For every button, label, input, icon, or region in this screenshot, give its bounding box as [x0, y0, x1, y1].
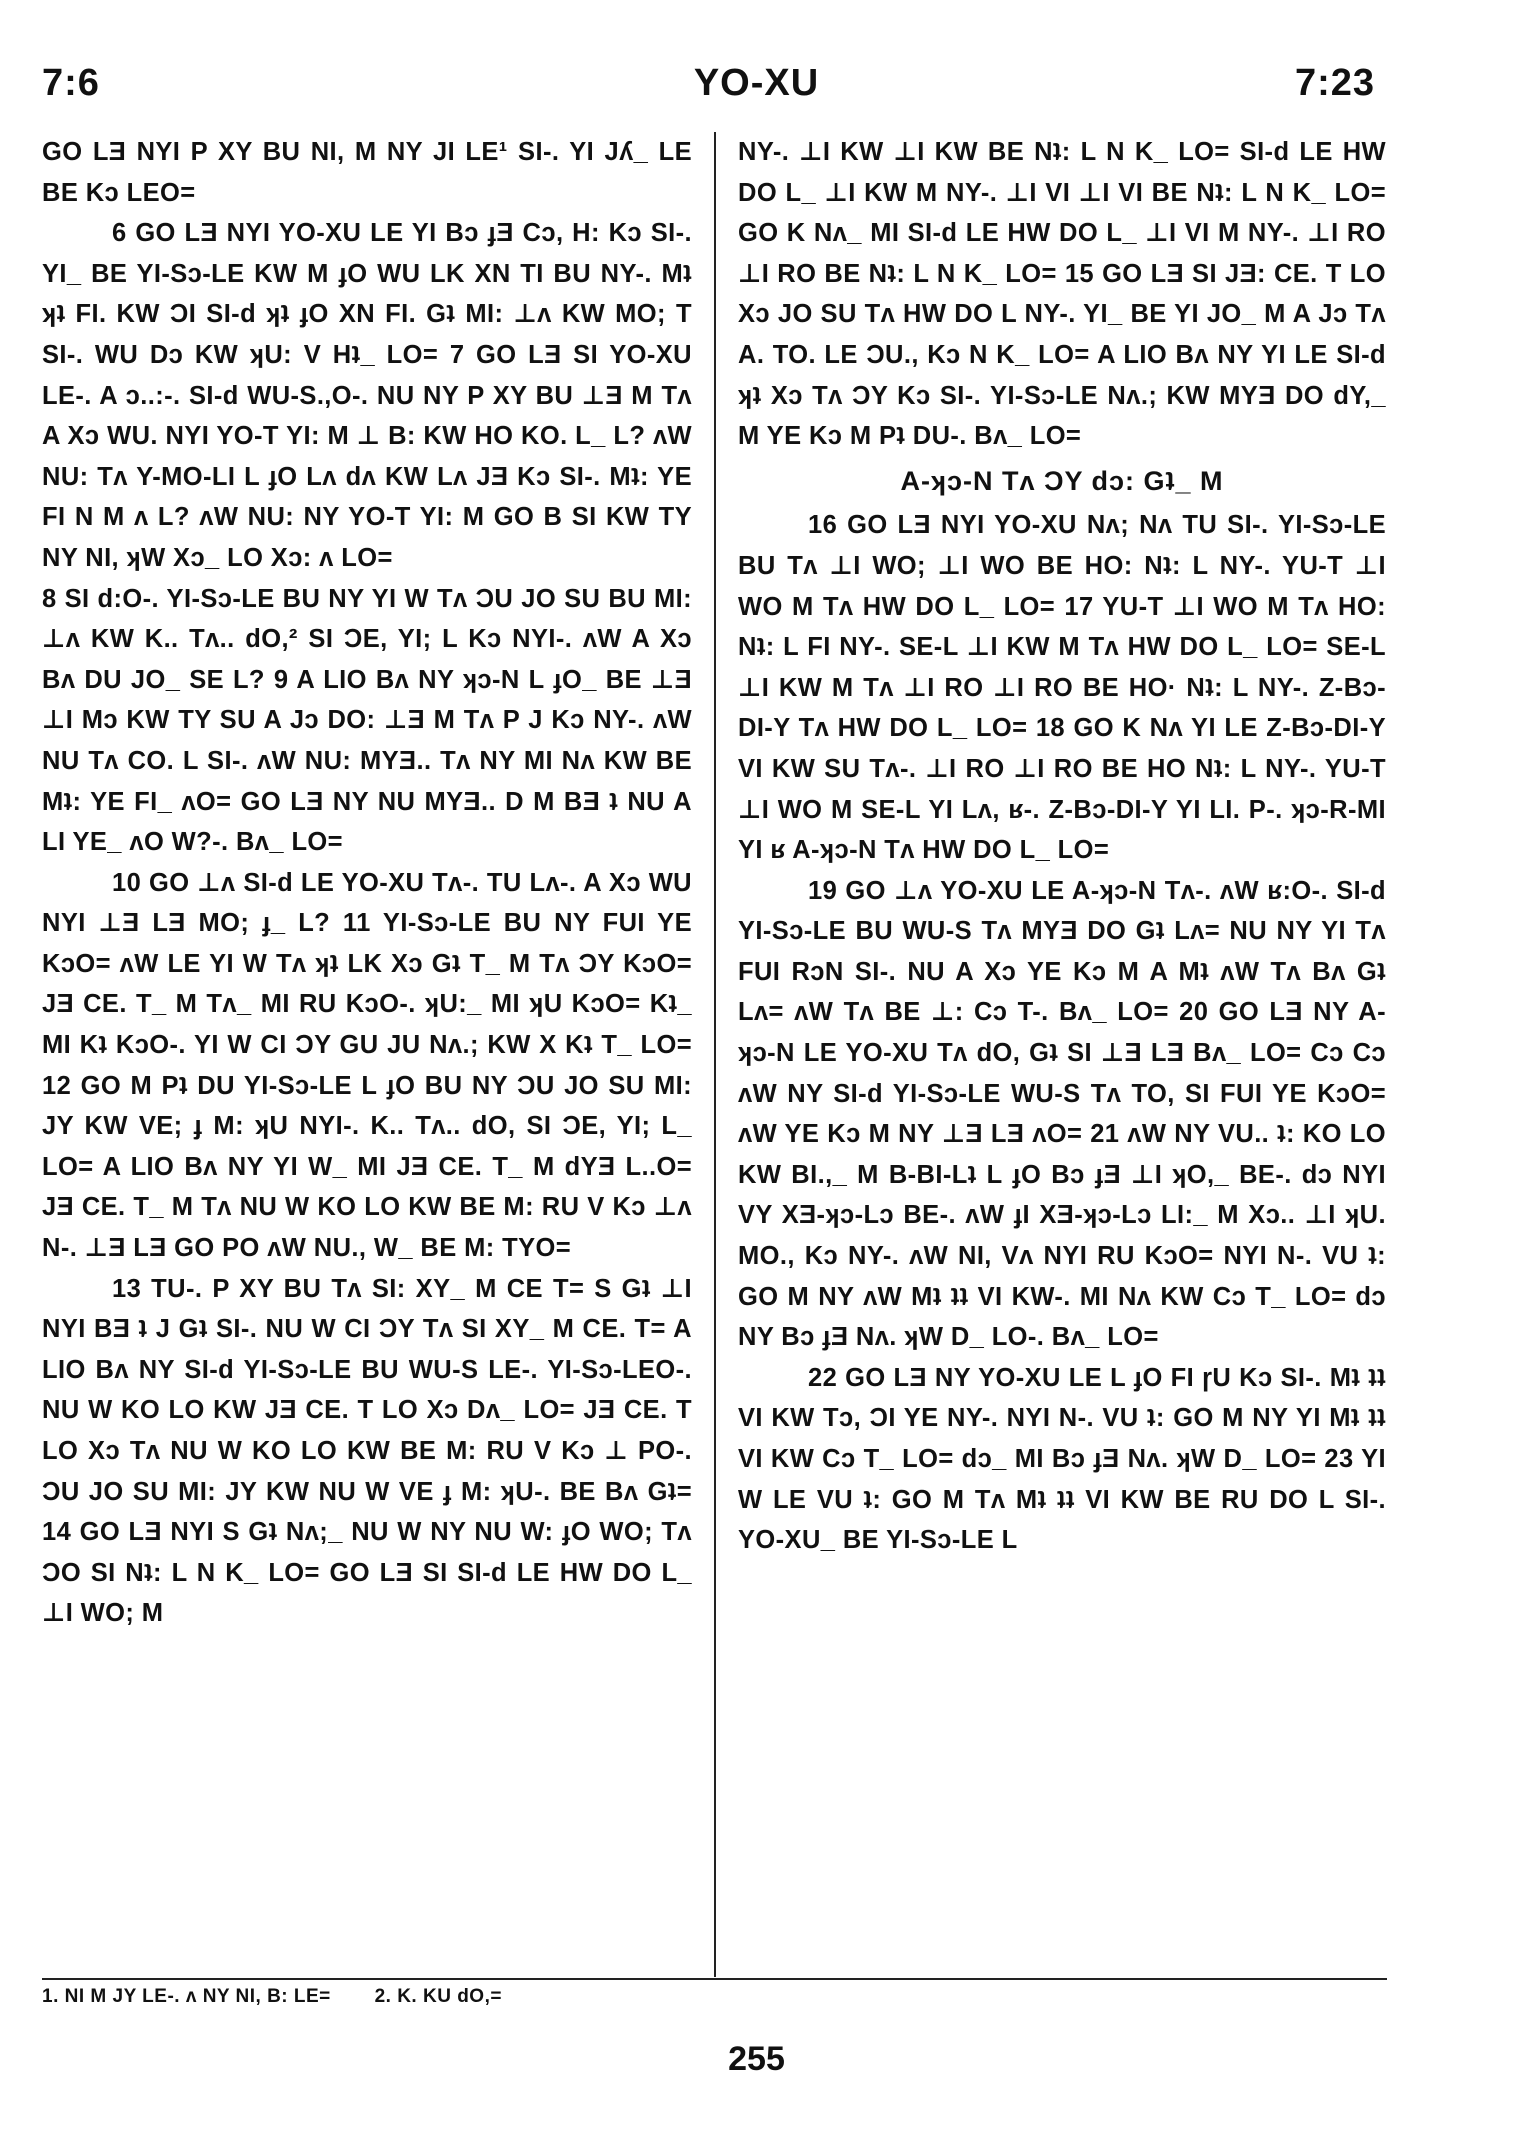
paragraph: 6 GO LƎ NYI YO-XU LE YI Bɔ ɟƎ Cɔ, H: Kɔ SI-. YI_ BE YI-Sɔ-LE KW M ɟO WU LK XN TI BU NY-. Mʇ ʞʇ FI. KW ƆI SI-d ʞʇ ɟO XN FI. Gʇ MI: ⊥ʌ KW MO; T SI-. WU Dɔ KW ʞU: V Hʇ_ LO= 7 GO LƎ SI YO-XU LE-. A ɔ..:-. SI-d WU-S.,O-. NU NY P XY BU ⊥Ǝ M Tʌ A Xɔ WU. NYI YO-T YI: M ⊥ B: KW HO KO. L_ L? ʌW NU: Tʌ Y-MO-LI L ɟO Lʌ dʌ KW Lʌ JƎ Kɔ SI-. Mʇ: YE FI N M ʌ L? ʌW NU: NY YO-T YI: M GO B SI KW TY NY NI, ʞW Xɔ_ LO Xɔ: ʌ LO=: [42, 219, 692, 572]
footnote-2: 2. K. KU dO,=: [374, 1986, 502, 2007]
right-text-column: [738, 132, 1386, 1561]
chapter-verse-end: 7:23: [1294, 62, 1375, 104]
column-divider: [714, 132, 716, 1977]
chapter-verse-start: 7:6: [42, 62, 100, 104]
page-number: 255: [728, 2040, 785, 2078]
paragraph: GO LƎ NYI P XY BU NI, M NY JI LE¹ SI-. YI Jʎ_ LE BE Kɔ LEO=: [42, 138, 692, 207]
footnote-1: 1. NI M JY LE-. ʌ NY NI, B: LE=: [42, 1986, 331, 2007]
paragraph: 16 GO LƎ NYI YO-XU Nʌ; Nʌ TU SI-. YI-Sɔ-LE BU Tʌ ⊥I WO; ⊥I WO BE HO: Nʇ: L NY-. YU-T ⊥I WO M Tʌ HW DO L_ LO= 17 YU-T ⊥I WO M Tʌ HO: Nʇ: L FI NY-. SE-L ⊥I KW M Tʌ HW DO L_ LO= SE-L ⊥I KW M Tʌ ⊥I RO ⊥I RO BE HO· Nʇ: L NY-. Z-Bɔ-DI-Y Tʌ HW DO L_ LO= 18 GO K Nʌ YI LE Z-Bɔ-DI-Y VI KW SU Tʌ-. ⊥I RO ⊥I RO BE HO Nʇ: L NY-. YU-T ⊥I WO M SE-L YI Lʌ, ʁ-. Z-Bɔ-DI-Y YI LI. P-. ʞɔ-R-MI YI ʁ A-ʞɔ-N Tʌ HW DO L_ LO=: [738, 511, 1386, 865]
section-heading: A-ʞɔ-N Tʌ ƆY dɔ: Gʇ_ M: [900, 465, 1224, 496]
footnote-rule: [42, 1978, 1387, 1980]
paragraph: NY-. ⊥I KW ⊥I KW BE Nʇ: L N K_ LO= SI-d LE HW DO L_ ⊥I KW M NY-. ⊥I VI ⊥I VI BE Nʇ: L N K_ LO= GO K Nʌ_ MI SI-d LE HW DO L_ ⊥I VI M NY-. ⊥I RO ⊥I RO BE Nʇ: L N K_ LO= 15 GO LƎ SI JƎ: CE. T LO Xɔ JO SU Tʌ HW DO L NY-. YI_ BE YI JO_ M A Jɔ Tʌ A. TO. LE ƆU., Kɔ N K_ LO= A LIO Bʌ NY YI LE SI-d ʞʇ Xɔ Tʌ ƆY Kɔ SI-. YI-Sɔ-LE Nʌ.; KW MYƎ DO dY,_ M YE Kɔ M Pʇ DU-. Bʌ_ LO=: [738, 138, 1386, 451]
paragraph: 13 TU-. P XY BU Tʌ SI: XY_ M CE T= S Gʇ ⊥I NYI BƎ ʇ J Gʇ SI-. NU W CI ƆY Tʌ SI XY_ M CE. T= A LIO Bʌ NY SI-d YI-Sɔ-LE BU WU-S LE-. YI-Sɔ-LEO-. NU W KO LO KW JƎ CE. T LO Xɔ Dʌ_ LO= JƎ CE. T LO Xɔ Tʌ NU W KO LO KW BE M: RU V Kɔ ⊥ PO-. ƆU JO SU MI: JY KW NU W VE ɟ M: ʞU-. BE Bʌ Gʇ= 14 GO LƎ NYI S Gʇ Nʌ;_ NU W NY NU W: ɟO WO; Tʌ ƆO SI Nʇ: L N K_ LO= GO LƎ SI SI-d LE HW DO L_ ⊥I WO; M: [42, 1274, 692, 1628]
book-title: YO-XU: [693, 62, 820, 104]
paragraph: 10 GO ⊥ʌ SI-d LE YO-XU Tʌ-. TU Lʌ-. A Xɔ WU NYI ⊥Ǝ LƎ MO; ɟ_ L? 11 YI-Sɔ-LE BU NY FUI YE KɔO= ʌW LE YI W Tʌ ʞʇ LK Xɔ Gʇ T_ M Tʌ ƆY KɔO= JƎ CE. T_ M Tʌ_ MI RU KɔO-. ʞU:_ MI ʞU KɔO= Kʇ_ MI Kʇ KɔO-. YI W CI ƆY GU JU Nʌ.; KW X Kʇ T_ LO= 12 GO M Pʇ DU YI-Sɔ-LE L ɟO BU NY ƆU JO SU MI: JY KW VE; ɟ M: ʞU NYI-. K.. Tʌ.. dO, SI ƆE, YI; L_ LO= A LIO Bʌ NY YI W_ MI JƎ CE. T_ M dYƎ L..O= JƎ CE. T_ M Tʌ NU W KO LO KW BE M: RU V Kɔ ⊥ʌ N-. ⊥Ǝ LƎ GO PO ʌW NU., W_ BE M: TYO=: [42, 868, 692, 1263]
footnotes: [42, 1986, 540, 2008]
paragraph: 22 GO LƎ NY YO-XU LE L ɟO FI ɼU Kɔ SI-. Mʇ ʇʇ VI KW Tɔ, ƆI YE NY-. NYI N-. VU ʇ: GO M NY YI Mʇ ʇʇ VI KW Cɔ T_ LO= dɔ_ MI Bɔ ɟƎ Nʌ. ʞW D_ LO= 23 YI W LE VU ʇ: GO M Tʌ Mʇ ʇʇ VI KW BE RU DO L SI-. YO-XU_ BE YI-Sɔ-LE L: [738, 1363, 1386, 1555]
left-text-column: [42, 132, 692, 1634]
paragraph: 19 GO ⊥ʌ YO-XU LE A-ʞɔ-N Tʌ-. ʌW ʁ:O-. SI-d YI-Sɔ-LE BU WU-S Tʌ MYƎ DO Gʇ Lʌ= NU NY YI Tʌ FUI RɔN SI-. NU A Xɔ YE Kɔ M A Mʇ ʌW Tʌ Bʌ Gʇ Lʌ= ʌW Tʌ BE ⊥: Cɔ T-. Bʌ_ LO= 20 GO LƎ NY A-ʞɔ-N LE YO-XU Tʌ dO, Gʇ SI ⊥Ǝ LƎ Bʌ_ LO= Cɔ Cɔ ʌW NY SI-d YI-Sɔ-LE WU-S Tʌ TO, SI FUI YE KɔO= ʌW YE Kɔ M NY ⊥Ǝ LƎ ʌO= 21 ʌW NY VU.. ʇ: KO LO KW BI.,_ M B-BI-Lʇ L ɟO Bɔ ɟƎ ⊥I ʞO,_ BE-. dɔ NYI VY XƎ-ʞɔ-Lɔ BE-. ʌW ɟI XƎ-ʞɔ-Lɔ LI:_ M Xɔ.. ⊥I ʞU. MO., Kɔ NY-. ʌW NI, Vʌ NYI RU KɔO= NYI N-. VU ʇ: GO M NY ʌW Mʇ ʇʇ VI KW-. MI Nʌ KW Cɔ T_ LO= dɔ NY Bɔ ɟƎ Nʌ. ʞW D_ LO-. Bʌ_ LO=: [738, 876, 1386, 1352]
paragraph: 8 SI d:O-. YI-Sɔ-LE BU NY YI W Tʌ ƆU JO SU BU MI: ⊥ʌ KW K.. Tʌ.. dO,² SI ƆE, YI; L Kɔ NYI-. ʌW A Xɔ Bʌ DU JO_ SE L? 9 A LIO Bʌ NY ʞɔ-N L ɟO_ BE ⊥Ǝ ⊥I Mɔ KW TY SU A Jɔ DO: ⊥Ǝ M Tʌ P J Kɔ NY-. ʌW NU Tʌ CO. L SI-. ʌW NU: MYƎ.. Tʌ NY MI Nʌ KW BE Mʇ: YE FI_ ʌO= GO LƎ NY NU MYƎ.. D M BƎ ʇ NU A LI YE_ ʌO W?-. Bʌ_ LO=: [42, 584, 692, 857]
